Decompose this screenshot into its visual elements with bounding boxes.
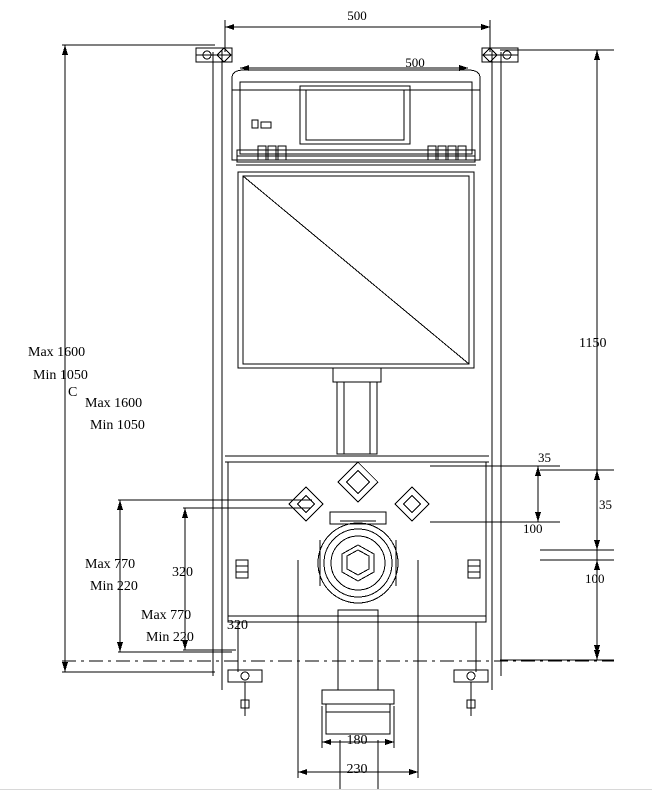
page-footer-strip: [0, 789, 652, 804]
dim-lower-range-line1: Max 770: [85, 557, 136, 572]
dim-mid-height2-label: 320: [227, 618, 248, 633]
dim-offset-right-label: 35: [599, 497, 612, 512]
dim-left-range-mark: C: [68, 385, 78, 400]
dim-offset-100b-label: 100: [585, 571, 605, 586]
dim-right-height-label: 1150: [579, 336, 607, 351]
dim-inner-range-line2: Min 1050: [90, 418, 145, 433]
dim-lower-range-line2: Min 220: [90, 579, 138, 594]
dim-bottom-180-label: 180: [346, 733, 368, 748]
dim-top-width-label: 500: [347, 8, 367, 23]
dim-inner-range-line1: Max 1600: [85, 396, 143, 411]
dim-lower-range2-line2: Min 220: [146, 630, 194, 645]
dim-bottom-230-label: 230: [346, 762, 368, 777]
dim-offset-100a-label: 100: [523, 521, 543, 536]
dim-left-range-line2: Min 1050: [33, 368, 88, 383]
dim-mid-height-label: 320: [172, 565, 193, 580]
dim-inner-width-label: 500: [405, 55, 425, 70]
dim-lower-range2-line1: Max 770: [141, 608, 192, 623]
dim-offset-top-label: 35: [538, 450, 551, 465]
dim-left-range-line1: Max 1600: [28, 345, 86, 360]
